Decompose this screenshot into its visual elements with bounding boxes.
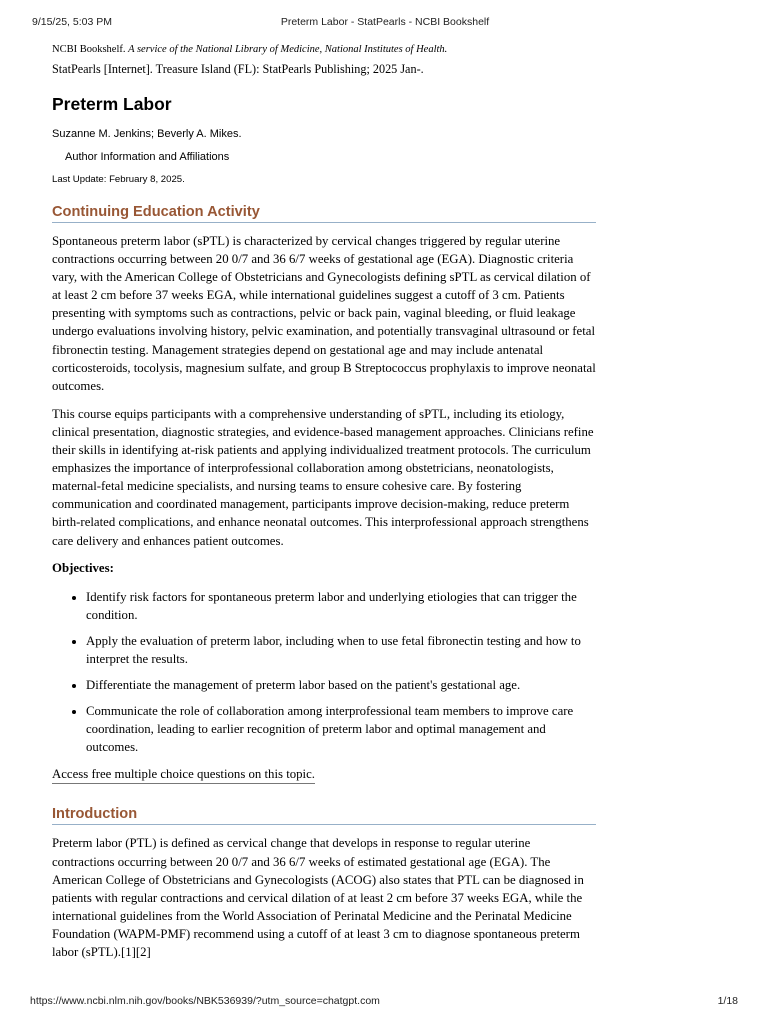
- objectives-list: [52, 588, 596, 757]
- objective-item: • Apply the evaluation of preterm labor, including when to use fetal fibronectin testing and how to interpret the results.: [86, 632, 596, 668]
- bookshelf-title[interactable]: NCBI Bookshelf.: [52, 44, 126, 55]
- book-citation: StatPearls [Internet]. Treasure Island (FL): StatPearls Publishing; 2025 Jan-.: [52, 62, 424, 76]
- page-counter: 1/18: [717, 995, 738, 1007]
- bookshelf-banner: [52, 43, 596, 56]
- objective-item: • Differentiate the management of preterm labor based on the patient's gestational age.: [86, 676, 596, 694]
- objective-item: • Identify risk factors for spontaneous preterm labor and underlying etiologies that can trigger the condition.: [86, 588, 596, 624]
- article-authors: Suzanne M. Jenkins; Beverly A. Mikes.: [52, 128, 242, 140]
- print-page-title: Preterm Labor - StatPearls - NCBI Bookshelf: [280, 16, 490, 28]
- intro-paragraph-1: [52, 834, 596, 961]
- print-datetime: 9/15/25, 5:03 PM: [32, 16, 112, 28]
- ce-paragraph-2: This course equips participants with a comprehensive understanding of sPTL, including its etiology, clinical presentation, diagnostic strategies, and evidence-based management approaches. Clinicians refine their skills in identifying at-risk patients and applying individualized treatment protocols. The curriculum emphasizes the importance of interprofessional collaboration among obstetricians, neonatologists, maternal-fetal medicine specialists, and nursing teams to ensure cohesive care. By fostering communication and coordinated management, participants improve decision-making, reduce preterm birth-related complications, and enhance neonatal outcomes. This interprofessional approach strengthens care delivery and enhances patient outcomes.: [52, 406, 594, 548]
- print-url: https://www.ncbi.nlm.nih.gov/books/NBK536939/?utm_source=chatgpt.com: [30, 995, 380, 1007]
- intro-paragraph-text: Preterm labor (PTL) is defined as cervical change that develops in response to regular uterine contractions occurring between 20 0/7 and 36 6/7 weeks of estimated gestational age (EGA). The American College of Obstetricians and Gynecologists (ACOG) also states that PTL can be diagnosed in patients with regular contractions and cervical dilation of at least 2 cm before 37 weeks EGA, while the international guidelines from the World Association of Perinatal Medicine and the Perinatal Medicine Foundation (WAPM-PMF) recommend using a cutoff of at least 3 cm to diagnose spontaneous preterm labor (sPTL).: [52, 836, 584, 959]
- objectives-label: Objectives:: [52, 560, 114, 575]
- last-update: Last Update: February 8, 2025.: [52, 174, 185, 185]
- section-heading-continuing-education: Continuing Education Activity: [52, 203, 596, 223]
- reference-link[interactable]: [1]: [120, 945, 136, 959]
- print-header: [32, 16, 738, 30]
- bookshelf-subtitle: A service of the National Library of Medicine, National Institutes of Health.: [128, 44, 448, 55]
- print-footer: [30, 995, 738, 1009]
- document-content: [52, 43, 596, 961]
- ce-paragraph-1: Spontaneous preterm labor (sPTL) is characterized by cervical changes triggered by regular uterine contractions occurring between 20 0/7 and 36 6/7 weeks of gestational age (EGA). Diagnostic criteria vary, with the American College of Obstetricians and Gynecologists defining sPTL as cervical dilation of at least 2 cm before 37 weeks EGA, while international guidelines suggest a cutoff of 3 cm. Patients presenting with symptoms such as contractions, pelvic or back pain, vaginal bleeding, or fluid leakage undergo evaluations involving history, pelvic examination, and potentially transvaginal ultrasound or fetal fibronectin testing. Management strategies depend on gestational age and may include antenatal corticosteroids, tocolysis, magnesium sulfate, and group B Streptococcus prophylaxis to improve neonatal outcomes.: [52, 234, 596, 393]
- mcq-access-link[interactable]: Access free multiple choice questions on this topic.: [52, 766, 315, 784]
- objective-item: • Communicate the role of collaboration among interprofessional team members to improve care coordination, leading to earlier recognition of preterm labor and optimal management and outcomes.: [86, 702, 596, 756]
- article-title: Preterm Labor: [52, 94, 172, 114]
- author-affiliations-toggle[interactable]: Author Information and Affiliations: [65, 151, 230, 163]
- section-heading-introduction: Introduction: [52, 805, 596, 825]
- reference-link[interactable]: [2]: [135, 945, 151, 959]
